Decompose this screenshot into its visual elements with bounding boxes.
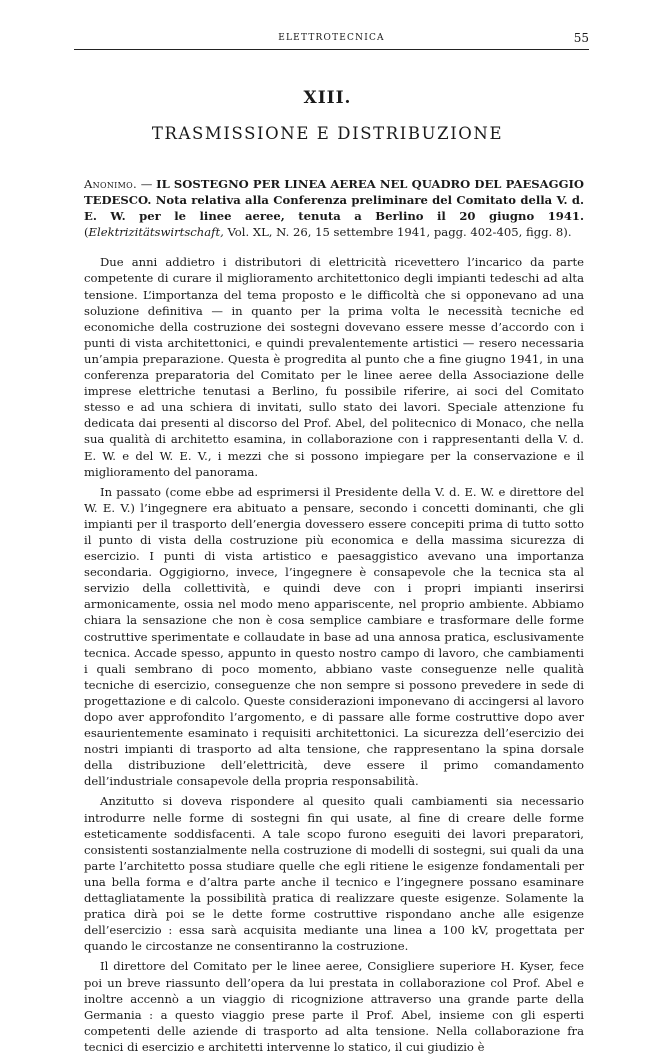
- abstract-journal: Elektrizitätswirtschaft,: [88, 225, 224, 240]
- chapter-number: XIII.: [303, 88, 352, 108]
- page-number: 55: [573, 31, 589, 45]
- abstract-entry: [84, 176, 584, 240]
- abstract-dash: —: [136, 177, 157, 191]
- article-body: [84, 176, 584, 1059]
- header-rule: [74, 49, 589, 50]
- running-title: ELETTROTECNICA: [278, 33, 385, 43]
- paragraph: In passato (come ebbe ad esprimersi il Presidente della V. d. E. W. e direttore del W. E. V.) l’ingegnere era abituato a pensare, secondo i concetti dominanti, che gli impianti per il trasporto dell’energia dovessero essere concepiti prima di tutto sotto il punto di vista della costruzione più economica e della massima sicurezza di esercizio. I punti di vista artistico e paesaggistico avevano una importanza secondaria. Oggigiorno, invece, l’ingegnere è consapevole che la tecnica sta al servizio della collettività, e quindi deve con i propri impianti inserirsi armonicamente, ossia nel modo meno appariscente, nel proprio ambiente. Abbiamo chiara la sensazione che non è cosa semplice cambiare e trasformare delle forme costruttive sperimentate e collaudate in base ad una annosa pratica, esclusivamente tecnica. Accade spesso, appunto in questo nostro campo di lavoro, che cambiamenti i quali sembrano di poco momento, abbiano vaste conseguenze nelle qualità tecniche di esercizio, conseguenze che non sempre si possono prevedere in sede di progettazione e di calcolo. Queste considerazioni imponevano di accingersi al lavoro dopo aver approfondito l’argomento, e di passare alle forme costruttive dopo aver esaurientemente esaminato i requisiti architettonici. La sicurezza dell’esercizio dei nostri impianti di trasporto ad alta tensione, che rappresentano la spina dorsale della distribuzione dell’elettricità, deve essere il primo comandamento dell’industriale consapevole della propria responsabilità.: [84, 484, 584, 789]
- chapter-title: TRASMISSIONE E DISTRIBUZIONE: [151, 124, 504, 143]
- paragraph: Due anni addietro i distributori di elettricità ricevettero l’incarico da parte competente di curare il miglioramento architettonico degli impianti tedeschi ad alta tensione. L’importanza del tema proposto e le difficoltà che si opponevano ad una soluzione definitiva — in quanto per la prima volta le necessità tecniche ed economiche della costruzione dei sostegni dovevano essere messe d’accordo con i punti di vista architettonici, e quindi prevalentemente artistici — resero necessaria un’ampia preparazione. Questa è progredita al punto che a fine giugno 1941, in una conferenza preparatoria del Comitato per le linee aeree della Associazione delle imprese elettriche tenutasi a Berlino, fu possibile riferire, ai soci del Comitato stesso e ad una schiera di invitati, sullo stato dei lavori. Speciale attenzione fu dedicata dai presenti al discorso del Prof. Abel, del politecnico di Monaco, che nella sua qualità di architetto esamina, in collaborazione con i rappresentanti della V. d. E. W. e del W. E. V., i mezzi che si possono impiegare per la conservazione e il miglioramento del panorama.: [84, 255, 584, 479]
- running-head: [74, 32, 589, 48]
- abstract-title: IL SOSTEGNO PER LINEA AEREA NEL QUADRO DEL PAESAGGIO TEDESCO. Nota relativa alla Conferenza preliminare del Comitato della V. d. E. W. per le linee aeree, tenuta a Berlino il 20 giugno 1941.: [84, 177, 584, 224]
- paragraph: Anzitutto si doveva rispondere al quesito quali cambiamenti sia necessario introdurre nelle forme di sostegni fin qui usate, al fine di creare delle forme esteticamente soddisfacenti. A tale scopo furono eseguiti dei lavori preparatori, consistenti sostanzialmente nella costruzione di modelli di sostegni, sui quali da una parte l’architetto possa studiare quelle che egli ritiene le esigenze fondamentali per una bella forma e d’altra parte anche il tecnico e l’ingegnere possano esaminare dettagliatamente la possibilità pratica di realizzare queste esigenze. Solamente la pratica dirà poi se le dette forme costruttive rispondano anche alle esigenze dell’esercizio : essa sarà acquisita mediante una linea a 100 kV, progettata per quando le circostanze ne consentiranno la costruzione.: [84, 794, 584, 954]
- abstract-citation: Vol. XL, N. 26, 15 settembre 1941, pagg. 402-405, figg. 8).: [223, 225, 572, 240]
- abstract-paren: (: [84, 225, 89, 240]
- abstract-author: Anonimo.: [84, 177, 137, 191]
- paragraph: Il direttore del Comitato per le linee aeree, Consigliere superiore H. Kyser, fece poi un breve riassunto dell’opera da lui prestata in collaborazione col Prof. Abel e inoltre accennò a un viaggio di ricognizione attraverso una grande parte della Germania : a questo viaggio prese parte il Prof. Abel, insieme con gli esperti competenti delle aziende di trasporto ad alta tensione. Nella collaborazione fra tecnici di esercizio e architetti intervenne lo statico, il cui giudizio è: [84, 959, 584, 1054]
